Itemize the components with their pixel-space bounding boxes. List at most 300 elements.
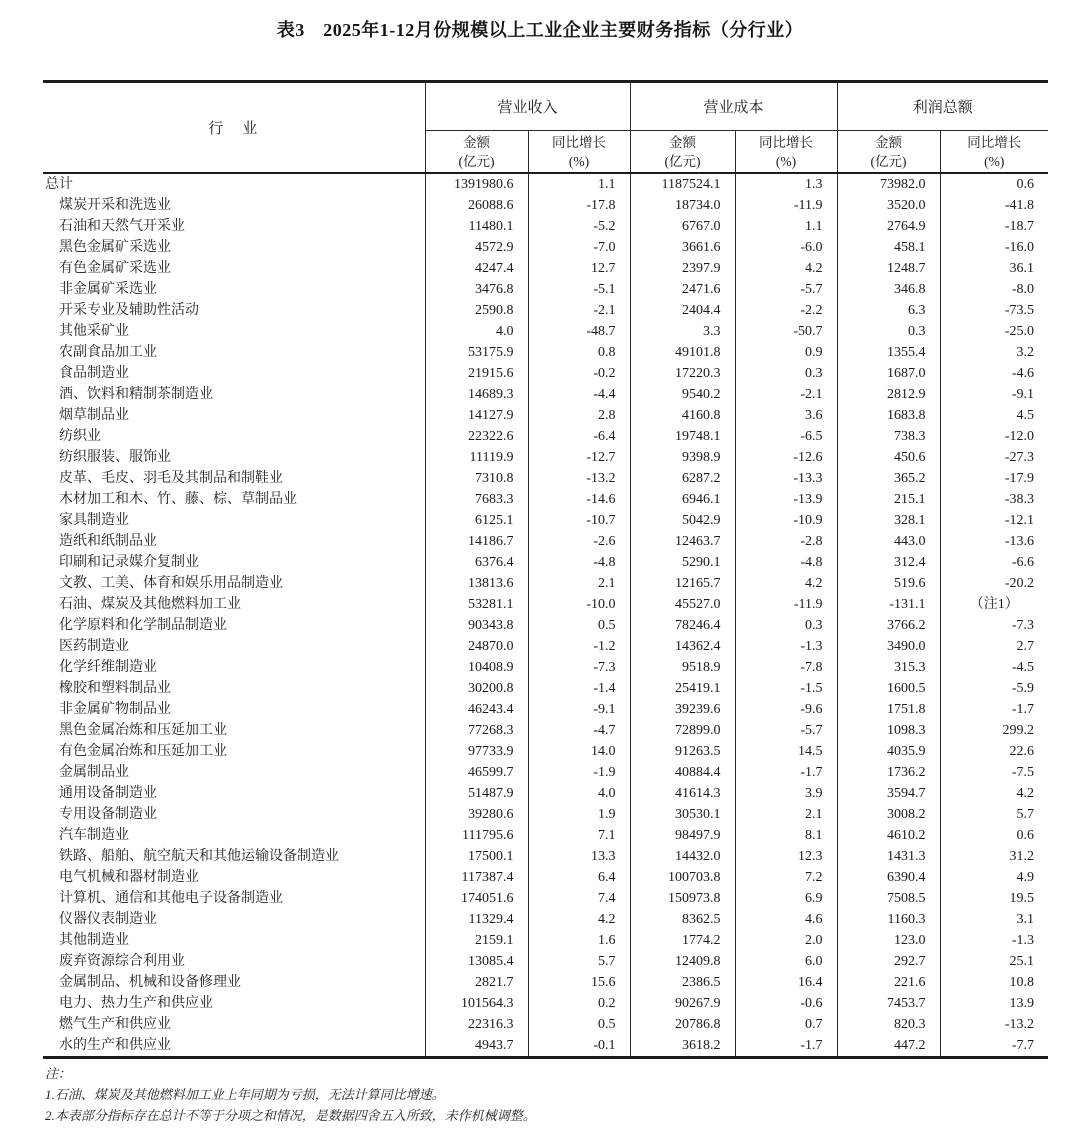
value-cell: 31.2 <box>1009 849 1035 864</box>
value-cell: 10.8 <box>1009 975 1035 990</box>
value-cell: 77268.3 <box>425 720 528 741</box>
value-cell: 13813.6 <box>425 573 528 594</box>
value-cell: 9518.9 <box>630 657 735 678</box>
industry-cell: 黑色金属冶炼和压延加工业 <box>43 720 425 741</box>
industry-cell: 电力、热力生产和供应业 <box>43 993 425 1014</box>
table-row <box>43 237 1048 258</box>
industry-cell: 橡胶和塑料制品业 <box>43 678 425 699</box>
industry-cell: 其他制造业 <box>43 930 425 951</box>
industry-cell: 石油、煤炭及其他燃料加工业 <box>43 594 425 615</box>
industry-cell: 石油和天然气开采业 <box>43 216 425 237</box>
value-cell: 39239.6 <box>630 699 735 720</box>
table-row <box>43 993 1048 1014</box>
table-row <box>43 972 1048 993</box>
value-cell: 30200.8 <box>425 678 528 699</box>
industry-cell: 其他采矿业 <box>43 321 425 342</box>
table-row <box>43 783 1048 804</box>
value-cell: -18.7 <box>1004 219 1035 234</box>
value-cell: -12.0 <box>1004 429 1035 444</box>
industry-cell: 有色金属矿采选业 <box>43 258 425 279</box>
value-cell: -27.3 <box>1004 450 1035 465</box>
table-row <box>43 699 1048 720</box>
table-row <box>43 258 1048 279</box>
value-cell: -1.9 <box>528 762 630 783</box>
value-cell: -1.7 <box>735 1035 837 1058</box>
value-cell: 3490.0 <box>837 636 940 657</box>
industry-cell: 酒、饮料和精制茶制造业 <box>43 384 425 405</box>
value-cell: -2.1 <box>735 384 837 405</box>
value-cell: 36.1 <box>1009 261 1035 276</box>
table-row <box>43 846 1048 867</box>
industry-cell: 农副食品加工业 <box>43 342 425 363</box>
financial-indicators-table <box>43 80 1048 1059</box>
table-row <box>43 489 1048 510</box>
subheader-label-line2: (%) <box>984 153 1005 169</box>
industry-cell: 印刷和记录媒介复制业 <box>43 552 425 573</box>
table-row <box>43 342 1048 363</box>
value-cell: 22316.3 <box>425 1014 528 1035</box>
value-cell: 2812.9 <box>837 384 940 405</box>
table-row <box>43 909 1048 930</box>
value-cell: 12165.7 <box>630 573 735 594</box>
value-cell: 14186.7 <box>425 531 528 552</box>
value-cell: 17220.3 <box>630 363 735 384</box>
header-group-row <box>43 82 1048 131</box>
value-cell: -5.7 <box>735 720 837 741</box>
subheader-revenue-growth <box>528 131 630 174</box>
industry-cell: 专用设备制造业 <box>43 804 425 825</box>
value-cell: -13.2 <box>1004 1017 1035 1032</box>
value-cell: -7.5 <box>1011 765 1035 780</box>
value-cell: 9398.9 <box>630 447 735 468</box>
table-row <box>43 1014 1048 1035</box>
industry-cell: 仪器仪表制造业 <box>43 909 425 930</box>
value-cell: 0.6 <box>1016 177 1035 192</box>
value-cell: 365.2 <box>837 468 940 489</box>
value-cell: 2764.9 <box>837 216 940 237</box>
value-cell: -4.8 <box>735 552 837 573</box>
value-cell: 14.0 <box>528 741 630 762</box>
table-row <box>43 930 1048 951</box>
value-cell: 1687.0 <box>837 363 940 384</box>
value-cell: 12463.7 <box>630 531 735 552</box>
value-cell: 91263.5 <box>630 741 735 762</box>
value-cell: 0.8 <box>528 342 630 363</box>
value-cell: -6.0 <box>735 237 837 258</box>
value-cell: 2397.9 <box>630 258 735 279</box>
value-cell: 0.2 <box>528 993 630 1014</box>
value-cell: 3661.6 <box>630 237 735 258</box>
value-cell: 6767.0 <box>630 216 735 237</box>
value-cell: 519.6 <box>837 573 940 594</box>
value-cell: -1.3 <box>735 636 837 657</box>
value-cell: 2.8 <box>528 405 630 426</box>
table-row <box>43 636 1048 657</box>
value-cell: 150973.8 <box>630 888 735 909</box>
column-group-total-profit: 利润总额 <box>837 82 1048 131</box>
table-row <box>43 720 1048 741</box>
value-cell: -9.1 <box>1011 387 1035 402</box>
value-cell: 1391980.6 <box>425 173 528 195</box>
subheader-cost-amount <box>630 131 735 174</box>
value-cell: 3.3 <box>630 321 735 342</box>
value-cell: 221.6 <box>837 972 940 993</box>
value-cell: -1.5 <box>735 678 837 699</box>
table-row <box>43 657 1048 678</box>
value-cell: 315.3 <box>837 657 940 678</box>
value-cell: 53281.1 <box>425 594 528 615</box>
subheader-label-line1: 金额 <box>875 134 903 150</box>
value-cell: 20786.8 <box>630 1014 735 1035</box>
subheader-label-line2: (亿元) <box>458 153 495 169</box>
industry-cell: 水的生产和供应业 <box>43 1035 425 1058</box>
value-cell: -7.3 <box>528 657 630 678</box>
table-row <box>43 1035 1048 1058</box>
value-cell: -0.1 <box>528 1035 630 1058</box>
value-cell: 346.8 <box>837 279 940 300</box>
value-cell: 3.6 <box>735 405 837 426</box>
value-cell: 215.1 <box>837 489 940 510</box>
value-cell: 117387.4 <box>425 867 528 888</box>
value-cell: -2.6 <box>528 531 630 552</box>
value-cell: -13.2 <box>528 468 630 489</box>
value-cell: 7683.3 <box>425 489 528 510</box>
note-item-2: 2.本表部分指标存在总计不等于分项之和情况，是数据四舍五入所致，未作机械调整。 <box>45 1108 536 1123</box>
value-cell: 6125.1 <box>425 510 528 531</box>
value-cell: 1683.8 <box>837 405 940 426</box>
value-cell: 7.2 <box>735 867 837 888</box>
value-cell: 458.1 <box>837 237 940 258</box>
value-cell: 8362.5 <box>630 909 735 930</box>
value-cell: 12.3 <box>735 846 837 867</box>
table-row <box>43 279 1048 300</box>
value-cell: 6390.4 <box>837 867 940 888</box>
value-cell: 6.0 <box>735 951 837 972</box>
industry-cell: 有色金属冶炼和压延加工业 <box>43 741 425 762</box>
value-cell: 5042.9 <box>630 510 735 531</box>
value-cell: 90343.8 <box>425 615 528 636</box>
value-cell: -16.0 <box>1004 240 1035 255</box>
value-cell: 3.2 <box>1016 345 1035 360</box>
value-cell: 0.7 <box>735 1014 837 1035</box>
value-cell: 72899.0 <box>630 720 735 741</box>
value-cell: -8.0 <box>1011 282 1035 297</box>
industry-cell: 造纸和纸制品业 <box>43 531 425 552</box>
value-cell: 4.2 <box>735 573 837 594</box>
value-cell: -20.2 <box>1004 576 1035 591</box>
subheader-label-line1: 同比增长 <box>759 134 814 150</box>
value-cell: 3.9 <box>735 783 837 804</box>
value-cell: 447.2 <box>837 1035 940 1058</box>
industry-cell: 文教、工美、体育和娱乐用品制造业 <box>43 573 425 594</box>
value-cell: 2.1 <box>735 804 837 825</box>
value-cell: 6946.1 <box>630 489 735 510</box>
value-cell: 13085.4 <box>425 951 528 972</box>
value-cell: -7.3 <box>1011 618 1035 633</box>
value-cell: -13.6 <box>1004 534 1035 549</box>
value-cell: -6.4 <box>528 426 630 447</box>
value-cell: 174051.6 <box>425 888 528 909</box>
table-row <box>43 762 1048 783</box>
value-cell: 4035.9 <box>837 741 940 762</box>
value-cell: 1.1 <box>528 173 630 195</box>
value-cell: 19748.1 <box>630 426 735 447</box>
value-cell: 2386.5 <box>630 972 735 993</box>
table-row <box>43 447 1048 468</box>
value-cell: 46599.7 <box>425 762 528 783</box>
industry-cell: 家具制造业 <box>43 510 425 531</box>
value-cell: 9540.2 <box>630 384 735 405</box>
value-cell: 4610.2 <box>837 825 940 846</box>
value-cell: 1.6 <box>528 930 630 951</box>
table-row <box>43 552 1048 573</box>
value-cell: 39280.6 <box>425 804 528 825</box>
subheader-profit-amount <box>837 131 940 174</box>
value-cell: 5.7 <box>528 951 630 972</box>
value-cell: -131.1 <box>837 594 940 615</box>
value-cell: 49101.8 <box>630 342 735 363</box>
industry-cell: 皮革、毛皮、羽毛及其制品和制鞋业 <box>43 468 425 489</box>
value-cell: -4.5 <box>1011 660 1035 675</box>
industry-cell: 计算机、通信和其他电子设备制造业 <box>43 888 425 909</box>
subheader-label-line1: 金额 <box>669 134 697 150</box>
value-cell: -5.9 <box>1011 681 1035 696</box>
industry-cell: 总计 <box>43 173 425 195</box>
value-cell: 51487.9 <box>425 783 528 804</box>
subheader-cost-growth <box>735 131 837 174</box>
value-cell: -38.3 <box>1004 492 1035 507</box>
notes-section <box>45 1063 1080 1126</box>
subheader-label-line2: (%) <box>775 153 797 169</box>
table-row <box>43 594 1048 615</box>
value-cell: 22322.6 <box>425 426 528 447</box>
value-cell: 18734.0 <box>630 195 735 216</box>
value-cell: -17.8 <box>528 195 630 216</box>
industry-cell: 通用设备制造业 <box>43 783 425 804</box>
value-cell: 123.0 <box>837 930 940 951</box>
value-cell: 1.9 <box>528 804 630 825</box>
table-row <box>43 573 1048 594</box>
table-row <box>43 531 1048 552</box>
value-cell: 1.1 <box>735 216 837 237</box>
value-cell: 0.3 <box>837 321 940 342</box>
value-cell: 90267.9 <box>630 993 735 1014</box>
value-cell: 101564.3 <box>425 993 528 1014</box>
value-cell: 3520.0 <box>837 195 940 216</box>
value-cell: 328.1 <box>837 510 940 531</box>
table-row <box>43 510 1048 531</box>
value-cell: -0.2 <box>528 363 630 384</box>
value-cell: 7508.5 <box>837 888 940 909</box>
value-cell: -11.9 <box>735 594 837 615</box>
value-cell: -1.4 <box>528 678 630 699</box>
value-cell: -12.7 <box>528 447 630 468</box>
value-cell: 14127.9 <box>425 405 528 426</box>
value-cell: 3476.8 <box>425 279 528 300</box>
industry-cell: 汽车制造业 <box>43 825 425 846</box>
industry-cell: 煤炭开采和洗选业 <box>43 195 425 216</box>
value-cell: 25419.1 <box>630 678 735 699</box>
value-cell: 1774.2 <box>630 930 735 951</box>
value-cell: 45527.0 <box>630 594 735 615</box>
value-cell: 111795.6 <box>425 825 528 846</box>
value-cell: 19.5 <box>1009 891 1035 906</box>
value-cell: 30530.1 <box>630 804 735 825</box>
value-cell: 4.5 <box>1016 408 1035 423</box>
value-cell: 1355.4 <box>837 342 940 363</box>
table-row <box>43 615 1048 636</box>
value-cell: 1751.8 <box>837 699 940 720</box>
value-cell: 2821.7 <box>425 972 528 993</box>
value-cell: -7.7 <box>1011 1038 1035 1053</box>
value-cell: -50.7 <box>735 321 837 342</box>
value-cell: -10.0 <box>528 594 630 615</box>
value-cell: -14.6 <box>528 489 630 510</box>
industry-cell: 医药制造业 <box>43 636 425 657</box>
value-cell: 6.9 <box>735 888 837 909</box>
value-cell: 1160.3 <box>837 909 940 930</box>
value-cell: 97733.9 <box>425 741 528 762</box>
value-cell: -4.8 <box>528 552 630 573</box>
table-row <box>43 741 1048 762</box>
value-cell: 4.2 <box>1016 786 1035 801</box>
table-row <box>43 825 1048 846</box>
value-cell: 6376.4 <box>425 552 528 573</box>
value-cell: 0.3 <box>735 615 837 636</box>
value-cell: 12.7 <box>528 258 630 279</box>
industry-cell: 纺织服装、服饰业 <box>43 447 425 468</box>
value-cell: 53175.9 <box>425 342 528 363</box>
value-cell: -73.5 <box>1004 303 1035 318</box>
subheader-label-line1: 同比增长 <box>552 134 606 150</box>
value-cell: 3.1 <box>1016 912 1035 927</box>
value-cell: 11480.1 <box>425 216 528 237</box>
value-cell: -1.2 <box>528 636 630 657</box>
value-cell: 26088.6 <box>425 195 528 216</box>
value-cell: 443.0 <box>837 531 940 552</box>
value-cell: -6.6 <box>1011 555 1035 570</box>
value-cell: 2590.8 <box>425 300 528 321</box>
value-cell: -0.6 <box>735 993 837 1014</box>
value-cell: -4.7 <box>528 720 630 741</box>
industry-cell: 燃气生产和供应业 <box>43 1014 425 1035</box>
value-cell: -10.9 <box>735 510 837 531</box>
value-cell: 13.3 <box>528 846 630 867</box>
value-cell: 1187524.1 <box>630 173 735 195</box>
value-cell: 0.3 <box>735 363 837 384</box>
value-cell: -12.1 <box>1004 513 1035 528</box>
subheader-label-line2: (亿元) <box>870 153 907 169</box>
value-cell: 292.7 <box>837 951 940 972</box>
industry-cell: 金属制品、机械和设备修理业 <box>43 972 425 993</box>
value-cell: 73982.0 <box>837 173 940 195</box>
value-cell: 1431.3 <box>837 846 940 867</box>
value-cell: 16.4 <box>735 972 837 993</box>
value-cell: 2.7 <box>1016 639 1035 654</box>
value-cell: 1.3 <box>735 173 837 195</box>
value-cell: 450.6 <box>837 447 940 468</box>
value-cell: -12.6 <box>735 447 837 468</box>
value-cell: 7453.7 <box>837 993 940 1014</box>
table-row <box>43 888 1048 909</box>
subheader-label-line2: (亿元) <box>664 153 701 169</box>
value-cell: 820.3 <box>837 1014 940 1035</box>
value-cell: -9.6 <box>735 699 837 720</box>
industry-cell: 食品制造业 <box>43 363 425 384</box>
value-cell: 3008.2 <box>837 804 940 825</box>
industry-cell: 黑色金属矿采选业 <box>43 237 425 258</box>
table-row <box>43 426 1048 447</box>
subheader-profit-growth <box>940 131 1048 174</box>
value-cell: 0.5 <box>528 615 630 636</box>
value-cell: -5.2 <box>528 216 630 237</box>
value-cell: 299.2 <box>1002 723 1035 738</box>
value-cell: 46243.4 <box>425 699 528 720</box>
value-cell: 3766.2 <box>837 615 940 636</box>
value-cell: 312.4 <box>837 552 940 573</box>
value-cell: 1600.5 <box>837 678 940 699</box>
note-item-1: 1.石油、煤炭及其他燃料加工业上年同期为亏损，无法计算同比增速。 <box>45 1087 445 1102</box>
table-row <box>43 468 1048 489</box>
value-cell: 4.0 <box>528 783 630 804</box>
value-cell: 6.4 <box>528 867 630 888</box>
value-cell: 98497.9 <box>630 825 735 846</box>
subheader-label-line1: 同比增长 <box>967 134 1022 150</box>
value-cell: -2.1 <box>528 300 630 321</box>
value-cell: 14689.3 <box>425 384 528 405</box>
industry-cell: 化学纤维制造业 <box>43 657 425 678</box>
value-cell: -5.1 <box>528 279 630 300</box>
value-cell: -6.5 <box>735 426 837 447</box>
table-row <box>43 300 1048 321</box>
value-cell: 13.9 <box>1009 996 1035 1011</box>
value-cell: 4.9 <box>1016 870 1035 885</box>
value-cell: -25.0 <box>1004 324 1035 339</box>
value-cell: 1736.2 <box>837 762 940 783</box>
value-cell: 25.1 <box>1009 954 1035 969</box>
value-cell: 41614.3 <box>630 783 735 804</box>
value-cell: 4572.9 <box>425 237 528 258</box>
value-cell: 4943.7 <box>425 1035 528 1058</box>
industry-cell: 开采专业及辅助性活动 <box>43 300 425 321</box>
value-cell: -1.7 <box>1011 702 1035 717</box>
value-cell: -1.3 <box>1011 933 1035 948</box>
subheader-label-line2: (%) <box>568 153 590 169</box>
value-cell: 0.5 <box>528 1014 630 1035</box>
value-cell: -4.4 <box>528 384 630 405</box>
value-cell: 78246.4 <box>630 615 735 636</box>
value-cell: 24870.0 <box>425 636 528 657</box>
value-cell: -1.7 <box>735 762 837 783</box>
industry-cell: 化学原料和化学制品制造业 <box>43 615 425 636</box>
value-cell: 11119.9 <box>425 447 528 468</box>
value-cell: 22.6 <box>1009 744 1035 759</box>
industry-cell: 金属制品业 <box>43 762 425 783</box>
value-cell: 11329.4 <box>425 909 528 930</box>
value-cell: 6287.2 <box>630 468 735 489</box>
value-cell: -10.7 <box>528 510 630 531</box>
subheader-label-line1: 金额 <box>463 134 490 150</box>
value-cell: -41.8 <box>1004 198 1035 213</box>
value-cell: 1098.3 <box>837 720 940 741</box>
value-cell: 7310.8 <box>425 468 528 489</box>
column-header-industry: 行 业 <box>43 82 425 174</box>
value-cell: （注1） <box>969 597 1019 612</box>
industry-cell: 非金属矿物制品业 <box>43 699 425 720</box>
industry-cell: 废弃资源综合利用业 <box>43 951 425 972</box>
value-cell: 14.5 <box>735 741 837 762</box>
table-header <box>43 82 1048 174</box>
